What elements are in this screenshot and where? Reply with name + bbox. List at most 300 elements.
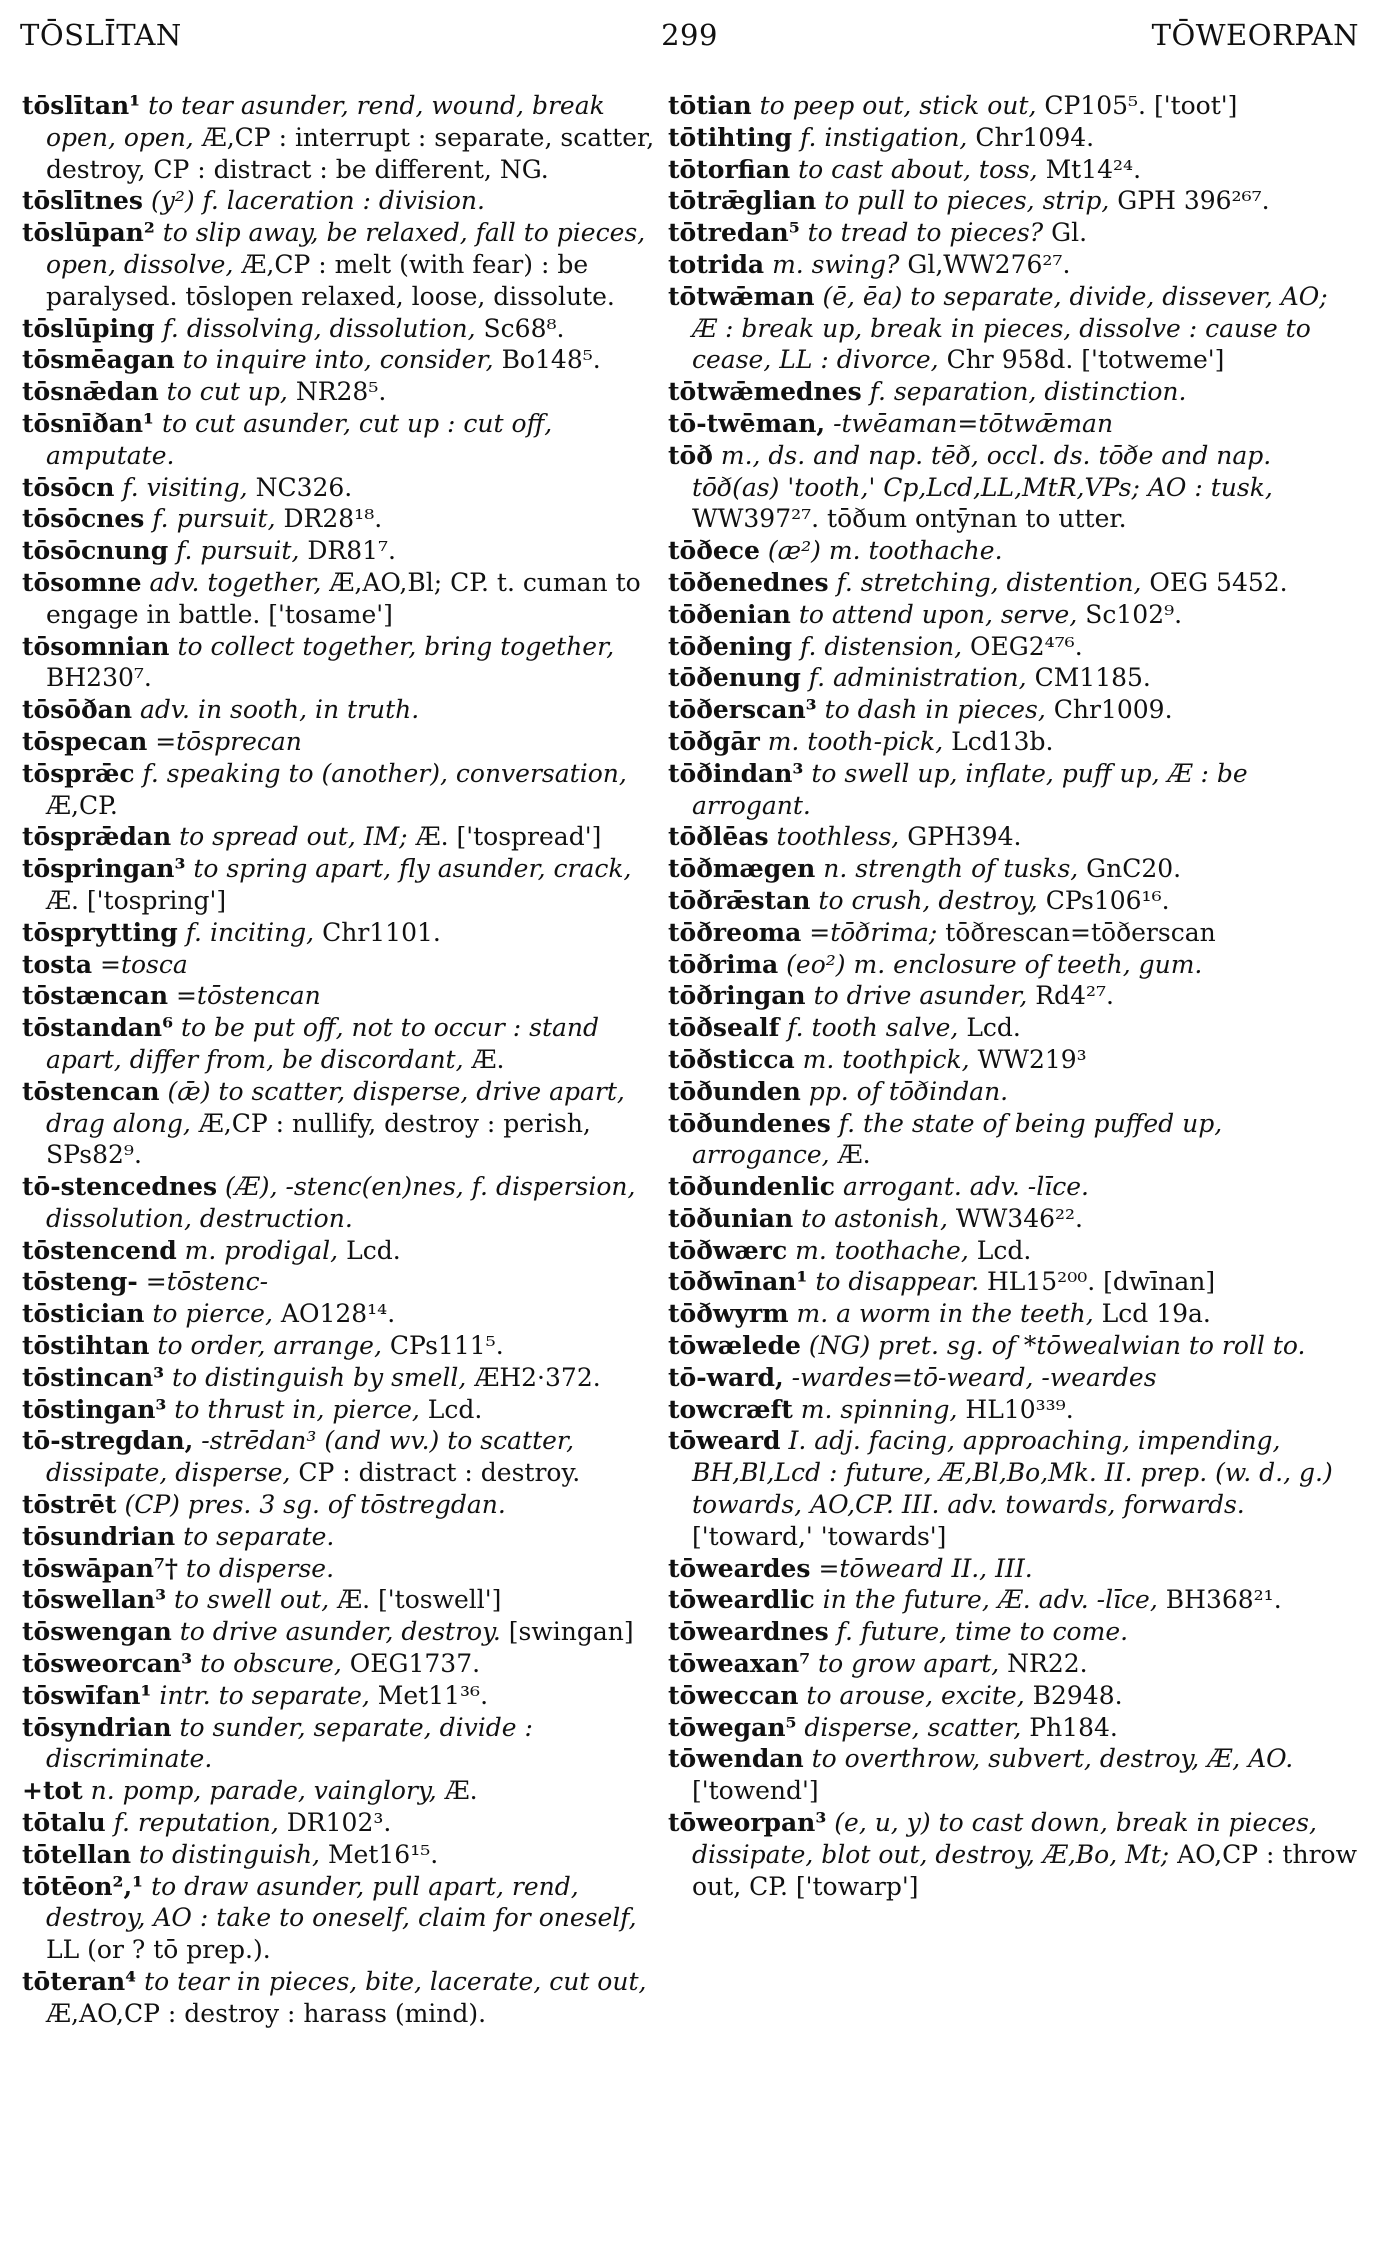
- entry-definition: pp. of tōðindan.: [808, 1076, 1009, 1106]
- entry-reference: Lcd 19a.: [1101, 1299, 1211, 1329]
- entry-headword: tōswengan: [22, 1617, 172, 1647]
- dictionary-entry: [22, 1584, 667, 1616]
- dictionary-entry: [668, 980, 1358, 1012]
- dictionary-entry: [22, 949, 667, 981]
- left-column: [22, 90, 667, 2030]
- entry-reference: AO,CP : throw out, CP. ['towarp']: [692, 1839, 1357, 1901]
- dictionary-entry: [22, 917, 667, 949]
- entry-headword: tōðenednes: [668, 567, 829, 597]
- entry-definition: (ē, ēa) to separate, divide, dissever, AO; Æ : break up, break in pieces, dissolve : cause to cease, LL : divorce,: [692, 281, 1328, 375]
- dictionary-entry: [22, 567, 667, 631]
- dictionary-entry: [668, 631, 1358, 663]
- entry-definition: to peep out, stick out,: [759, 91, 1037, 120]
- entry-definition: to separate.: [183, 1521, 335, 1551]
- dictionary-entry: [22, 1012, 667, 1076]
- dictionary-entry: [668, 217, 1358, 249]
- entry-headword: tōslūping: [22, 313, 155, 343]
- entry-definition: =tōweard II., III.: [818, 1553, 1033, 1583]
- entry-headword: tōtorfian: [668, 154, 791, 184]
- entry-definition: n. pomp, parade, vainglory,: [90, 1776, 437, 1806]
- entry-headword: tōsnǣdan: [22, 377, 159, 407]
- entry-reference: Sc68⁸.: [483, 313, 565, 343]
- entry-definition: (e, u, y) to cast down, break in pieces, dissipate, blot out, destroy, Æ,Bo, Mt;: [692, 1808, 1317, 1869]
- dictionary-entry: [668, 1743, 1358, 1807]
- entry-reference: DR81⁷.: [307, 536, 397, 566]
- entry-definition: m., ds. and nap. tēð, occl. ds. tōðe and nap. tōð(as) 'tooth,' Cp,Lcd,LL,MtR,VPs; AO : tusk,: [692, 440, 1273, 502]
- entry-headword: tōstandan⁶: [22, 1013, 174, 1043]
- entry-headword: tōswellan³: [22, 1585, 167, 1615]
- entry-reference: NR22.: [1007, 1649, 1088, 1679]
- entry-reference: CP : distract : destroy.: [298, 1458, 581, 1488]
- entry-headword: tōðmægen: [668, 854, 816, 884]
- dictionary-entry: [668, 726, 1358, 758]
- entry-headword: tōðringan: [668, 981, 806, 1011]
- dictionary-entry: [22, 185, 667, 217]
- entry-definition: adv. in sooth, in truth.: [139, 695, 420, 725]
- dictionary-entry: [668, 949, 1358, 981]
- dictionary-entry: [668, 1076, 1358, 1108]
- entry-definition: to inquire into, consider,: [182, 345, 494, 375]
- dictionary-entry: [22, 1521, 667, 1553]
- entry-reference: WW346²².: [955, 1203, 1083, 1233]
- entry-definition: intr. to separate,: [159, 1680, 370, 1710]
- entry-headword: tōðgār: [668, 726, 760, 756]
- entry-headword: tōswāpan⁷†: [22, 1553, 178, 1583]
- entry-headword: tōðwīnan¹: [668, 1267, 808, 1297]
- entry-headword: tōteran⁴: [22, 1967, 137, 1997]
- dictionary-entry: [22, 853, 667, 917]
- dictionary-entry: [22, 726, 667, 758]
- entry-definition: -twēaman=tōtwǣman: [833, 408, 1114, 438]
- entry-definition: I. adj. facing, approaching, impending, BH,Bl,Lcd : future, Æ,Bl,Bo,Mk. II. prep. (w. d., g.) towards, AO,CP. III. adv. towards, forwards.: [692, 1426, 1333, 1520]
- dictionary-entry: [22, 1553, 667, 1585]
- entry-reference: WW219³: [977, 1044, 1087, 1074]
- entry-definition: m. prodigal,: [184, 1235, 339, 1265]
- entry-headword: tōðerscan³: [668, 695, 817, 725]
- entry-definition: =tosca: [100, 949, 188, 979]
- dictionary-entry: [668, 1712, 1358, 1744]
- dictionary-entry: [22, 980, 667, 1012]
- entry-definition: to spring apart, fly asunder, crack,: [193, 854, 632, 884]
- dictionary-entry: [22, 1171, 667, 1235]
- entry-headword: tōðenian: [668, 599, 791, 629]
- entry-headword: tōweardes: [668, 1553, 811, 1583]
- dictionary-entry: [22, 1871, 667, 1966]
- entry-reference: Æ.: [444, 1776, 478, 1806]
- entry-headword: tōðrima: [668, 949, 779, 979]
- entry-headword: tōðenung: [668, 663, 801, 693]
- entry-headword: tōðunden: [668, 1076, 801, 1106]
- entry-reference: [swingan]: [508, 1617, 634, 1647]
- entry-definition: m. toothpick,: [802, 1044, 970, 1074]
- entry-headword: tōsprǣdan: [22, 822, 172, 852]
- entry-headword: tōstencend: [22, 1235, 177, 1265]
- entry-headword: tōðlēas: [668, 822, 769, 852]
- entry-definition: to swell out,: [174, 1585, 330, 1615]
- dictionary-entry: [668, 281, 1358, 376]
- entry-headword: tōweorpan³: [668, 1808, 827, 1838]
- entry-headword: tōsprytting: [22, 917, 178, 947]
- dictionary-entry: [22, 1076, 667, 1171]
- dictionary-entry: [22, 758, 667, 822]
- entry-reference: ['toward,' 'towards']: [692, 1521, 947, 1551]
- entry-headword: tōðening: [668, 631, 793, 661]
- dictionary-entry: [668, 1203, 1358, 1235]
- entry-headword: totrida: [668, 249, 765, 279]
- entry-reference: HL10³³⁹.: [965, 1394, 1074, 1424]
- entry-definition: f. distension,: [800, 631, 963, 661]
- entry-definition: f. stretching, distention,: [836, 567, 1142, 597]
- entry-definition: f. the state of being puffed up, arrogance,: [692, 1108, 1223, 1170]
- dictionary-entry: [22, 1807, 667, 1839]
- entry-definition: to disperse.: [185, 1553, 335, 1583]
- entry-headword: tōweccan: [668, 1680, 799, 1710]
- dictionary-entry: [668, 821, 1358, 853]
- entry-definition: to tear asunder, rend, wound, break open, open,: [46, 91, 605, 152]
- entry-definition: -wardes=tō-weard, -weardes: [791, 1362, 1157, 1392]
- entry-headword: tōðece: [668, 536, 760, 566]
- entry-reference: LL (or ? tō prep.).: [46, 1935, 271, 1965]
- entry-definition: to collect together, bring together,: [177, 631, 615, 661]
- entry-definition: f. inciting,: [185, 917, 315, 947]
- entry-headword: tōweardlic: [668, 1585, 815, 1615]
- entry-definition: disperse, scatter,: [804, 1712, 1022, 1742]
- entry-reference: CPs106¹⁶.: [1045, 885, 1170, 915]
- entry-reference: BH368²¹.: [1165, 1585, 1282, 1615]
- entry-reference: OEG1737.: [349, 1649, 481, 1679]
- dictionary-entry: [668, 90, 1358, 122]
- entry-headword: tōtihting: [668, 122, 793, 152]
- entry-definition: to tear in pieces, bite, lacerate, cut out,: [144, 1967, 647, 1997]
- entry-headword: tōsōcn: [22, 472, 115, 502]
- entry-headword: tōsomne: [22, 567, 142, 597]
- entry-reference: NC326.: [255, 472, 353, 502]
- entry-definition: to obscure,: [200, 1649, 342, 1679]
- entry-reference: Æ.: [471, 1044, 505, 1074]
- entry-reference: GPH 396²⁶⁷.: [1117, 186, 1270, 216]
- entry-definition: (CP) pres. 3 sg. of tōstregdan.: [124, 1490, 506, 1520]
- entry-headword: tōslūpan²: [22, 218, 155, 248]
- entry-reference: OEG2⁴⁷⁶.: [970, 631, 1083, 661]
- entry-definition: to astonish,: [801, 1203, 948, 1233]
- entry-definition: to grow apart,: [818, 1649, 1000, 1679]
- entry-headword: tōstæncan: [22, 981, 168, 1011]
- entry-definition: f. pursuit,: [176, 536, 300, 566]
- dictionary-entry: [22, 217, 667, 312]
- dictionary-entry: [668, 1425, 1358, 1552]
- dictionary-entry: [22, 408, 667, 472]
- entry-definition: to pull to pieces, strip,: [824, 186, 1110, 216]
- entry-headword: tōsyndrian: [22, 1712, 172, 1742]
- entry-reference: Æ,AO,Bl; CP. t. cuman to engage in battle. ['tosame']: [46, 567, 641, 629]
- dictionary-entry: [668, 1584, 1358, 1616]
- entry-definition: m. a worm in the teeth,: [796, 1299, 1094, 1329]
- dictionary-entry: [22, 1966, 667, 2030]
- entry-definition: to thrust in, pierce,: [174, 1394, 420, 1424]
- entry-reference: Æ.: [837, 1140, 871, 1170]
- entry-definition: f. visiting,: [122, 472, 248, 502]
- entry-headword: tōðundenlic: [668, 1172, 836, 1202]
- entry-reference: Æ,CP : interrupt : separate, scatter, destroy, CP : distract : be different, NG.: [46, 122, 655, 184]
- entry-reference: Chr1101.: [322, 917, 441, 947]
- entry-reference: Lcd.: [976, 1235, 1032, 1265]
- dictionary-entry: [22, 821, 667, 853]
- dictionary-entry: [22, 631, 667, 695]
- entry-headword: tōtian: [668, 91, 752, 120]
- entry-reference: Æ,CP : melt (with fear) : be paralysed. tōslopen relaxed, loose, dissolute.: [46, 249, 615, 311]
- dictionary-entry: [22, 1775, 667, 1807]
- entry-definition: to overthrow, subvert, destroy, Æ, AO.: [811, 1744, 1294, 1774]
- entry-definition: to drive asunder,: [813, 981, 1028, 1011]
- entry-reference: ÆH2·372.: [474, 1362, 601, 1392]
- dictionary-entry: [22, 344, 667, 376]
- dictionary-entry: [22, 313, 667, 345]
- entry-reference: AO128¹⁴.: [280, 1299, 396, 1329]
- entry-reference: DR28¹⁸.: [283, 504, 383, 534]
- dictionary-entry: [668, 1680, 1358, 1712]
- entry-definition: (NG) pret. sg. of *tōwealwian to roll to.: [808, 1331, 1306, 1361]
- entry-definition: to tread to pieces?: [807, 218, 1044, 248]
- entry-definition: adv. together,: [149, 567, 322, 597]
- entry-definition: (y²) f. laceration : division.: [150, 186, 485, 216]
- entry-headword: tōsōcnung: [22, 536, 169, 566]
- entry-definition: f. separation, distinction.: [869, 377, 1187, 407]
- entry-definition: m. swing?: [772, 249, 900, 279]
- dictionary-entry: [22, 1362, 667, 1394]
- dictionary-entry: [22, 694, 667, 726]
- entry-reference: Ph184.: [1029, 1712, 1118, 1742]
- entry-headword: tōsōcnes: [22, 504, 145, 534]
- dictionary-entry: [22, 1298, 667, 1330]
- entry-headword: tōspringan³: [22, 854, 186, 884]
- dictionary-entry: [22, 376, 667, 408]
- dictionary-entry: [22, 472, 667, 504]
- entry-reference: BH230⁷.: [46, 663, 152, 693]
- entry-headword: tōsmēagan: [22, 345, 175, 375]
- dictionary-entry: [668, 249, 1358, 281]
- entry-headword: tōtwǣmednes: [668, 377, 862, 407]
- entry-definition: to draw asunder, pull apart, rend, destroy, AO : take to oneself, claim for oneself,: [46, 1871, 637, 1933]
- entry-headword: tōðsticca: [668, 1044, 795, 1074]
- entry-reference: Æ. ['tospring']: [46, 885, 227, 915]
- entry-headword: tōtēon²,¹: [22, 1871, 144, 1901]
- entry-definition: to cast about, toss,: [798, 154, 1038, 184]
- dictionary-entry: [668, 1266, 1358, 1298]
- dictionary-entry: [668, 154, 1358, 186]
- entry-reference: tōðrescan=tōðerscan: [945, 917, 1216, 947]
- entry-definition: =tōstencan: [175, 981, 321, 1011]
- entry-headword: tōðrǣstan: [668, 885, 811, 915]
- dictionary-entry: [22, 1266, 667, 1298]
- dictionary-entry: [668, 122, 1358, 154]
- entry-headword: tōsteng-: [22, 1267, 138, 1297]
- entry-headword: tōstician: [22, 1299, 145, 1329]
- entry-headword: tōsnīðan¹: [22, 408, 154, 438]
- entry-reference: CM1185.: [1034, 663, 1151, 693]
- entry-headword: tōsōðan: [22, 695, 133, 725]
- entry-reference: Lcd.: [966, 1013, 1021, 1043]
- entry-reference: Rd4²⁷.: [1035, 981, 1114, 1011]
- entry-definition: arrogant. adv. -līce.: [842, 1172, 1089, 1202]
- entry-headword: tō-stregdan,: [22, 1426, 194, 1456]
- entry-headword: tōslītnes: [22, 186, 143, 216]
- entry-reference: ['towend']: [692, 1776, 819, 1806]
- dictionary-entry: [668, 1616, 1358, 1648]
- entry-reference: CPs111⁵.: [389, 1331, 504, 1361]
- dictionary-entry: [668, 917, 1358, 949]
- entry-definition: to arouse, excite,: [806, 1680, 1025, 1710]
- entry-headword: tōtwǣman: [668, 281, 815, 311]
- dictionary-entry: [668, 185, 1358, 217]
- dictionary-entry: [22, 1330, 667, 1362]
- entry-definition: f. reputation,: [113, 1808, 279, 1838]
- entry-definition: (ǣ) to scatter, disperse, drive apart, drag along,: [46, 1076, 625, 1138]
- entry-headword: tōðsealf: [668, 1013, 780, 1043]
- entry-definition: m. spinning,: [800, 1394, 958, 1424]
- entry-reference: WW397²⁷. tōðum ontȳnan to utter.: [692, 504, 1127, 534]
- entry-reference: Æ,CP.: [46, 790, 118, 820]
- entry-definition: =tōsprecan: [155, 726, 302, 756]
- entry-headword: tōweardnes: [668, 1617, 829, 1647]
- entry-headword: tōstingan³: [22, 1394, 167, 1424]
- entry-reference: Chr 958d. ['totweme']: [946, 345, 1225, 375]
- entry-reference: Æ,AO,CP : destroy : harass (mind).: [46, 1998, 487, 2028]
- entry-headword: tōsomnian: [22, 631, 170, 661]
- dictionary-entry: [22, 1616, 667, 1648]
- entry-headword: tōsprǣc: [22, 758, 135, 788]
- entry-definition: to disappear.: [815, 1267, 980, 1297]
- entry-definition: (æ²) m. toothache.: [767, 536, 1003, 566]
- dictionary-entry: [668, 885, 1358, 917]
- entry-headword: tōslītan¹: [22, 91, 141, 120]
- dictionary-entry: [668, 1171, 1358, 1203]
- entry-definition: to crush, destroy,: [818, 885, 1038, 915]
- entry-definition: to attend upon, serve,: [798, 599, 1078, 629]
- entry-headword: tō-twēman,: [668, 408, 826, 438]
- dictionary-entry: [22, 1489, 667, 1521]
- entry-headword: towcræft: [668, 1394, 793, 1424]
- entry-headword: tōð: [668, 440, 713, 470]
- entry-headword: tōsweorcan³: [22, 1649, 193, 1679]
- entry-definition: =tōðrima;: [809, 917, 938, 947]
- entry-reference: Æ,CP : nullify, destroy : perish, SPs82⁹.: [46, 1108, 591, 1170]
- entry-reference: CP105⁵. ['toot']: [1044, 91, 1238, 120]
- entry-definition: f. tooth salve,: [787, 1013, 959, 1043]
- entry-definition: (eo²) m. enclosure of teeth, gum.: [786, 949, 1203, 979]
- entry-reference: OEG 5452.: [1149, 567, 1288, 597]
- entry-reference: Gl,WW276²⁷.: [907, 249, 1071, 279]
- entry-headword: tō-stencednes: [22, 1172, 218, 1202]
- entry-reference: DR102³.: [286, 1808, 392, 1838]
- dictionary-entry: [668, 1394, 1358, 1426]
- entry-headword: tōðwærc: [668, 1235, 788, 1265]
- entry-reference: B2948.: [1032, 1680, 1123, 1710]
- entry-reference: Met16¹⁵.: [327, 1839, 439, 1869]
- entry-definition: n. strength of tusks,: [823, 854, 1079, 884]
- dictionary-entry: [668, 535, 1358, 567]
- entry-definition: f. speaking to (another), conversation,: [142, 758, 627, 788]
- dictionary-entry: [22, 1680, 667, 1712]
- entry-definition: m. tooth-pick,: [767, 726, 944, 756]
- dictionary-entry: [668, 1235, 1358, 1267]
- entry-reference: Lcd.: [346, 1235, 401, 1265]
- entry-reference: Sc102⁹.: [1085, 599, 1183, 629]
- dictionary-entry: [668, 1298, 1358, 1330]
- dictionary-entry: [22, 1648, 667, 1680]
- entry-definition: to order, arrange,: [157, 1331, 382, 1361]
- entry-definition: to drive asunder, destroy.: [179, 1617, 501, 1647]
- dictionary-entry: [668, 1807, 1358, 1902]
- entry-headword: tōwegan⁵: [668, 1712, 797, 1742]
- page-number: 299: [661, 18, 718, 52]
- entry-definition: f. dissolving, dissolution,: [162, 313, 476, 343]
- entry-headword: tōweard: [668, 1426, 781, 1456]
- dictionary-entry: [668, 1648, 1358, 1680]
- dictionary-entry: [668, 408, 1358, 440]
- page-header: [20, 18, 1359, 62]
- dictionary-entry: [668, 567, 1358, 599]
- entry-reference: Met11³⁶.: [377, 1680, 489, 1710]
- entry-definition: to cut up,: [166, 377, 288, 407]
- entry-headword: tōspecan: [22, 726, 148, 756]
- entry-headword: tōtrǣglian: [668, 186, 817, 216]
- dictionary-entry: [22, 1425, 667, 1489]
- entry-headword: tōtalu: [22, 1808, 106, 1838]
- entry-reference: GnC20.: [1086, 854, 1182, 884]
- dictionary-entry: [22, 1394, 667, 1426]
- entry-headword: tōwendan: [668, 1744, 804, 1774]
- entry-definition: (Æ), -stenc(en)nes, f. dispersion, dissolution, destruction.: [46, 1172, 636, 1233]
- entry-reference: Æ. ['tospread']: [415, 822, 602, 852]
- dictionary-entry: [668, 853, 1358, 885]
- dictionary-entry: [668, 1108, 1358, 1172]
- entry-headword: +tot: [22, 1776, 83, 1806]
- entry-definition: to cut asunder, cut up : cut off, amputate.: [46, 408, 553, 470]
- entry-headword: tōðwyrm: [668, 1299, 789, 1329]
- dictionary-entry: [668, 1362, 1358, 1394]
- entry-headword: tōstincan³: [22, 1362, 165, 1392]
- entry-headword: tō-ward,: [668, 1362, 784, 1392]
- entry-definition: to be put off, not to occur : stand apart, differ from, be discordant,: [46, 1013, 600, 1074]
- entry-reference: Lcd13b.: [951, 726, 1054, 756]
- entry-headword: tōswīfan¹: [22, 1680, 152, 1710]
- entry-reference: Chr1009.: [1053, 695, 1173, 725]
- entry-reference: Gl.: [1051, 218, 1088, 248]
- entry-definition: to distinguish,: [139, 1839, 320, 1869]
- entry-headword: tōwælede: [668, 1331, 801, 1361]
- entry-headword: tōtredan⁵: [668, 218, 800, 248]
- entry-definition: =tōstenc-: [145, 1267, 269, 1297]
- entry-headword: tōsundrian: [22, 1521, 176, 1551]
- entry-definition: f. future, time to come.: [836, 1617, 1129, 1647]
- dictionary-entry: [668, 1012, 1358, 1044]
- entry-definition: f. pursuit,: [152, 504, 276, 534]
- dictionary-entry: [22, 1712, 667, 1776]
- dictionary-entry: [668, 440, 1358, 535]
- entry-definition: m. toothache,: [795, 1235, 969, 1265]
- entry-reference: Lcd.: [427, 1394, 483, 1424]
- entry-reference: Chr1094.: [975, 122, 1095, 152]
- dictionary-entry: [668, 1044, 1358, 1076]
- entry-reference: Bo148⁵.: [501, 345, 601, 375]
- dictionary-entry: [668, 599, 1358, 631]
- entry-definition: toothless,: [776, 822, 900, 852]
- entry-reference: Æ. ['toswell']: [337, 1585, 502, 1615]
- entry-definition: to sunder, separate, divide : discriminate.: [46, 1712, 533, 1774]
- dictionary-entry: [668, 1553, 1358, 1585]
- right-column: [668, 90, 1358, 1902]
- entry-reference: GPH394.: [907, 822, 1022, 852]
